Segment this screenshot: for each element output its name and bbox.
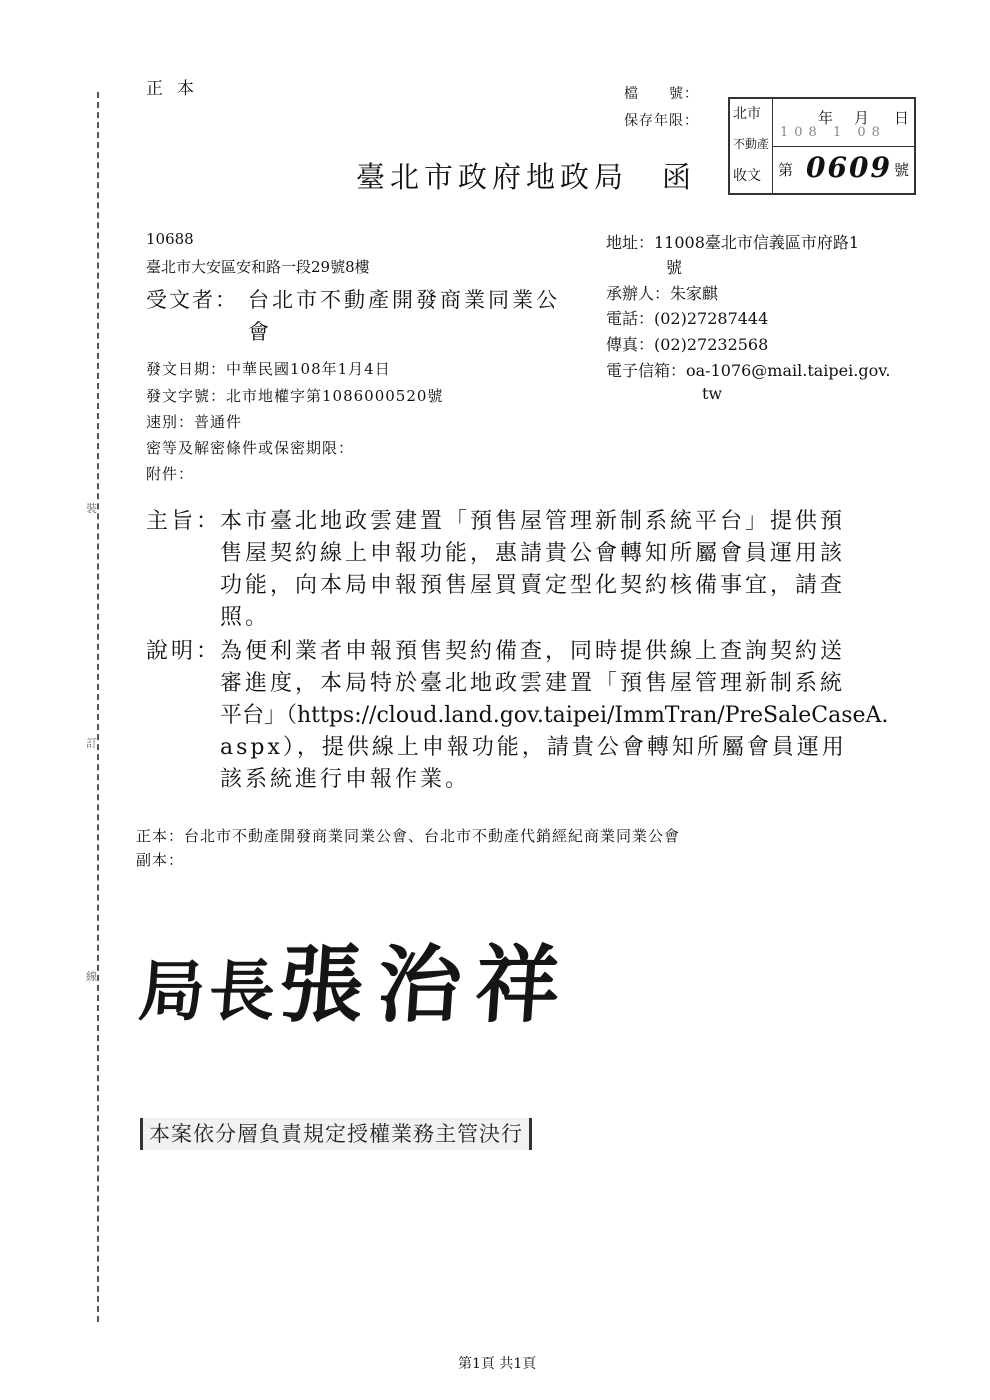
sender-address-line-2: 號 (666, 258, 683, 277)
explanation-label: 說明： (146, 639, 222, 664)
subject-line: 照。 (220, 605, 271, 630)
stamp-number-prefix: 第 (778, 161, 794, 179)
signature-name: 張治祥 (276, 935, 578, 1034)
signature-title: 局長 (136, 952, 282, 1030)
officer-in-charge: 承辦人：朱家麒 (606, 284, 719, 303)
copy-recipients: 副本： (136, 851, 185, 869)
original-recipients: 正本：台北市不動產開發商業同業公會、台北市不動產代銷經紀商業同業公會 (136, 827, 681, 845)
stamp-col-text-2: 不動產 (733, 137, 770, 151)
explanation-line: 為便利業者申報預售契約備查，同時提供線上查詢契約送 (220, 639, 846, 664)
binding-mark-xian: 線 (86, 970, 97, 983)
stamp-col-text-1: 北市 (733, 106, 761, 122)
stamp-number-suffix: 號 (894, 161, 910, 179)
binding-mark-ding: 訂 (86, 737, 97, 750)
retention-period-label: 保存年限： (624, 113, 699, 129)
recipient-label: 受文者： (146, 288, 238, 312)
recipient-name-line-2: 會 (248, 320, 269, 344)
email-line-2: tw (702, 384, 723, 403)
director-signature-seal (136, 918, 578, 1039)
stamp-divider (772, 146, 914, 147)
stamp-day-unit: 日 (894, 109, 910, 127)
explanation-line: aspx），提供線上申報功能，請貴公會轉知所屬會員運用 (220, 735, 847, 760)
telephone: 電話：(02)27287444 (606, 309, 769, 328)
delegation-stamp: 本案依分層負責規定授權業務主管決行 (140, 1118, 532, 1150)
secrecy-level: 密等及解密條件或保密期限： (146, 439, 355, 457)
document-type: 函 (662, 160, 692, 194)
attachments: 附件： (146, 465, 195, 483)
page-number: 第1頁 共1頁 (458, 1356, 537, 1372)
delivery-speed: 速別：普通件 (146, 413, 243, 431)
binding-line (97, 92, 99, 1322)
file-number-label: 檔 號： (624, 86, 699, 102)
stamp-receipt-number: 0609 (806, 151, 892, 184)
issue-date: 發文日期：中華民國108年1月4日 (146, 360, 391, 378)
stamp-col-text-3: 收文 (733, 168, 761, 184)
stamp-left-column (730, 99, 773, 193)
fax: 傳真：(02)27232568 (606, 335, 769, 354)
subject-line: 售屋契約線上申報功能，惠請貴公會轉知所屬會員運用該 (220, 541, 846, 566)
recipient-name-line-1: 台北市不動產開發商業同業公 (248, 288, 560, 312)
subject-line: 本市臺北地政雲建置「預售屋管理新制系統平台」提供預 (220, 509, 846, 534)
explanation-line: 該系統進行申報作業。 (220, 767, 471, 792)
sender-address-line-1: 地址：11008臺北市信義區市府路1 (606, 233, 860, 252)
stamp-year-unit: 年 (818, 109, 834, 127)
page-title: 臺北市政府地政局 (356, 160, 629, 194)
subject-line: 功能，向本局申報預售屋買賣定型化契約核備事宜，請查 (220, 573, 846, 598)
explanation-line: 審進度，本局特於臺北地政雲建置「預售屋管理新制系統 (220, 671, 846, 696)
binding-mark-zhuang: 裝 (86, 502, 97, 515)
explanation-line-url: 平台」（https://cloud.land.gov.taipei/ImmTran/PreSaleCaseA. (220, 703, 889, 728)
issue-number: 發文字號：北市地權字第1086000520號 (146, 387, 444, 405)
copy-type-label: 正本 (146, 79, 208, 99)
recipient-zip: 10688 (146, 230, 194, 248)
stamp-date-value: 108 1 08 (780, 125, 886, 140)
stamp-month-unit: 月 (854, 109, 870, 127)
email-line-1: 電子信箱：oa-1076@mail.taipei.gov. (606, 361, 891, 380)
subject-label: 主旨： (146, 509, 222, 534)
recipient-address: 臺北市大安區安和路一段29號8樓 (146, 258, 370, 276)
receipt-stamp (728, 97, 916, 195)
